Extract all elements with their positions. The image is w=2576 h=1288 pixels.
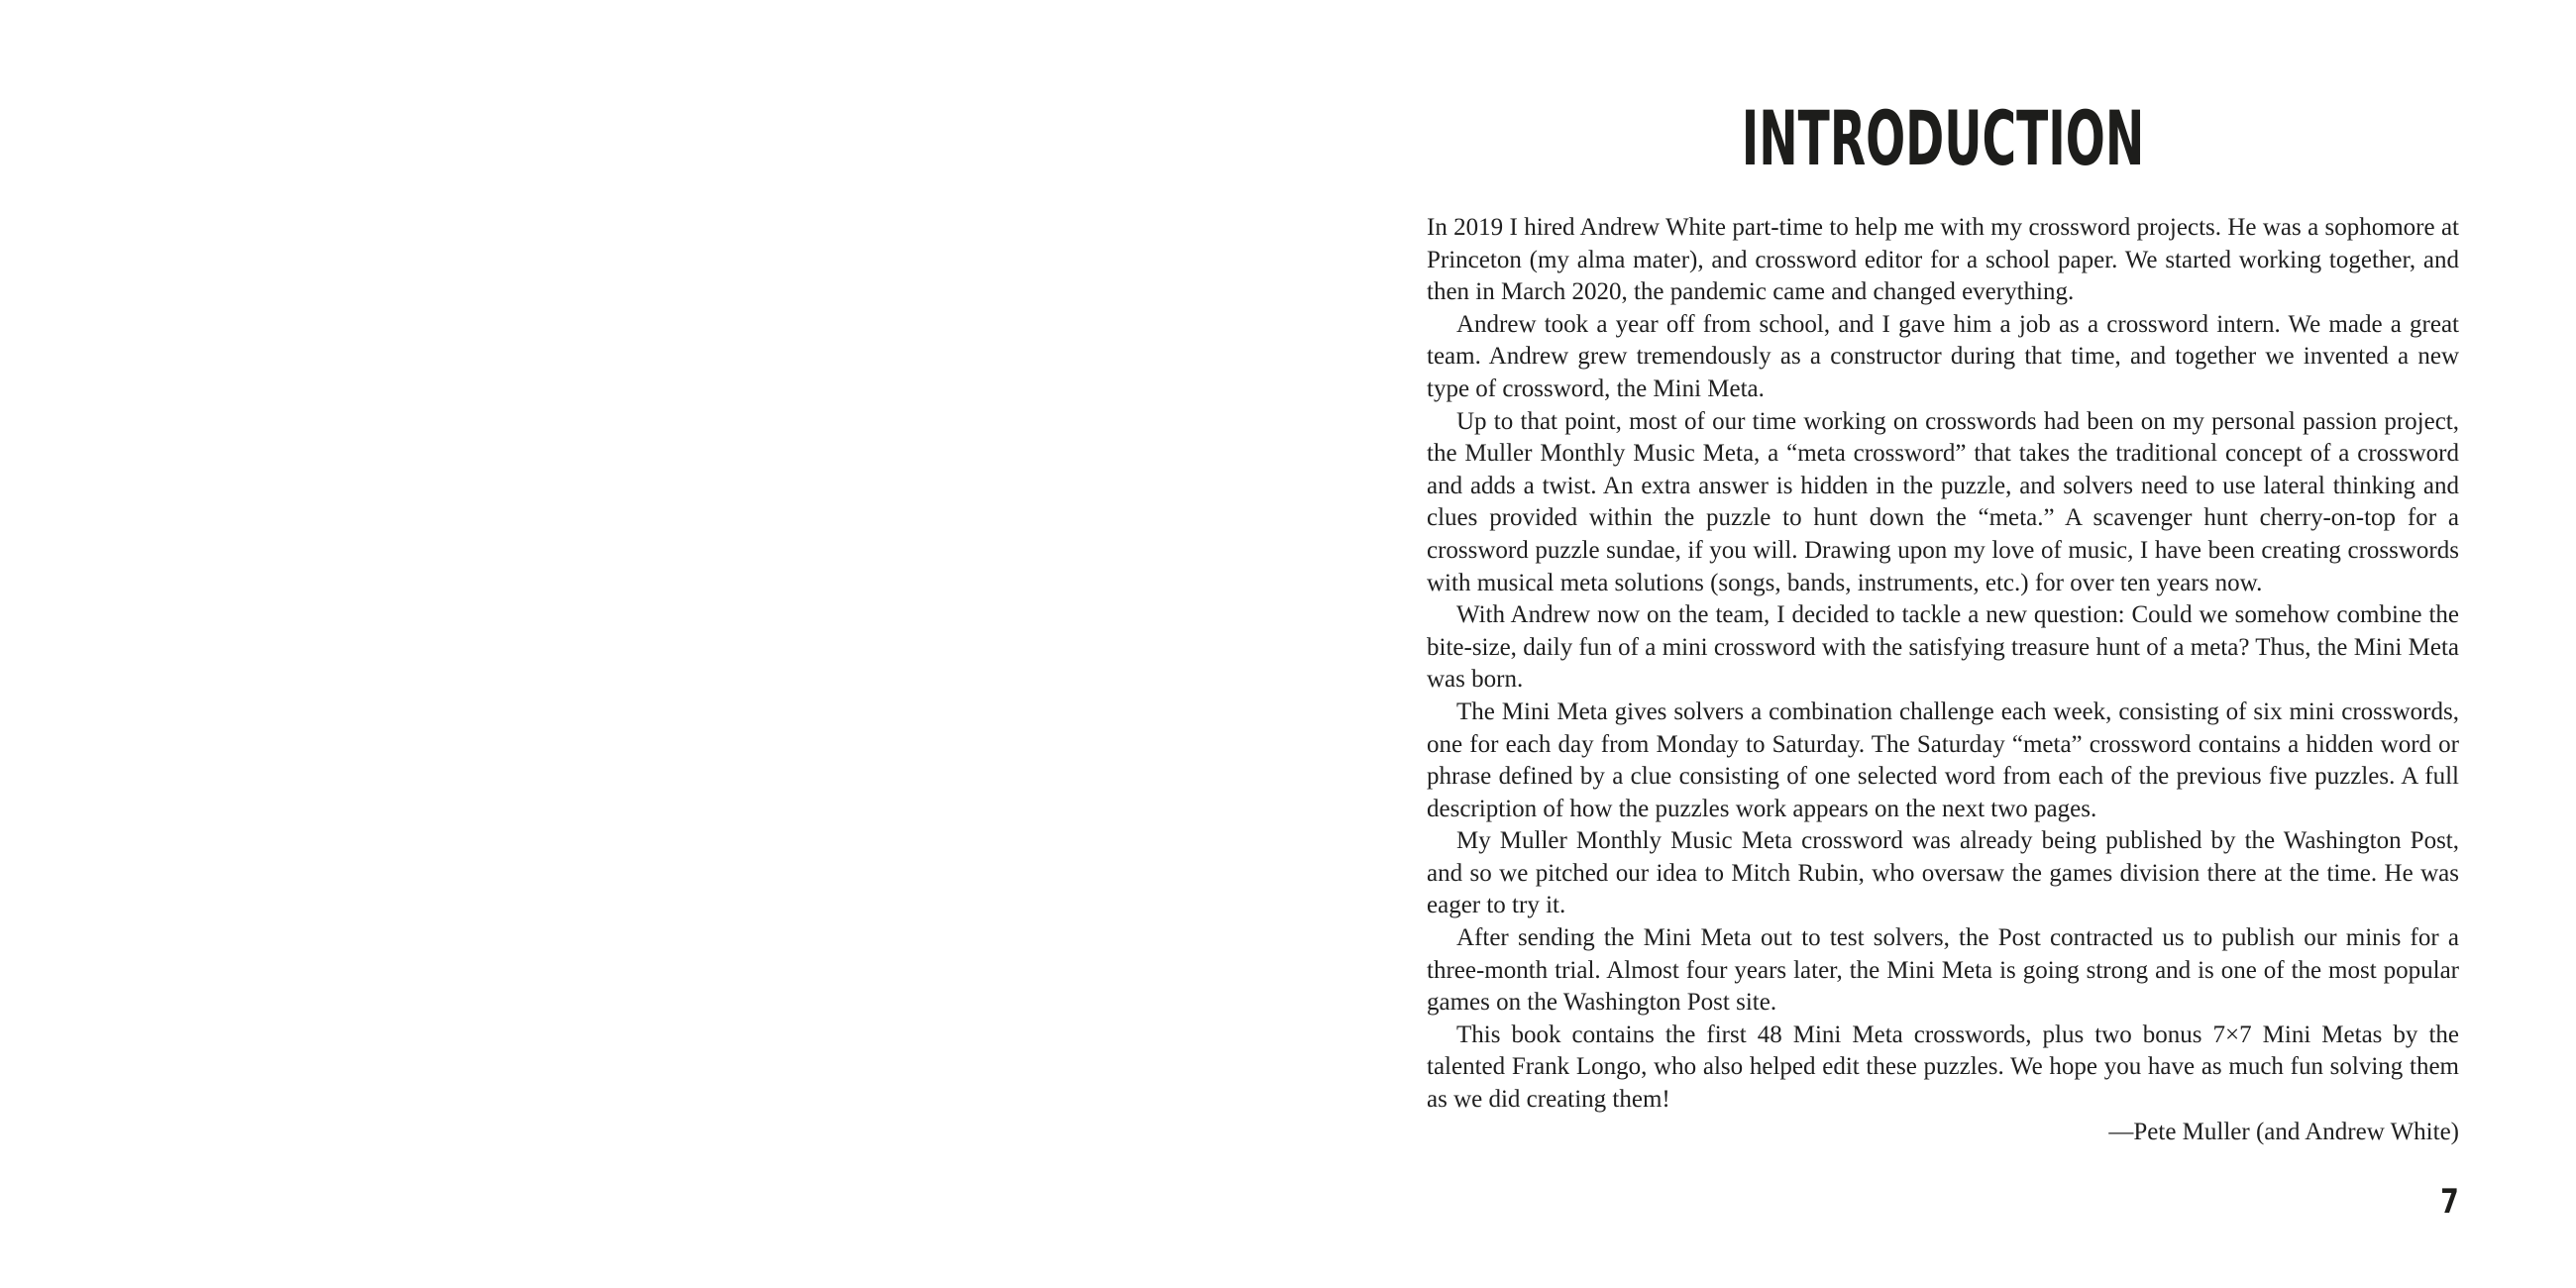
body-paragraph: My Muller Monthly Music Meta crossword was already being published by the Washington Post, and so we pitched our idea to Mitch Rubin, who oversaw the games division there at the time. He was eager to try it. <box>1427 827 2459 919</box>
introduction-text <box>1427 212 2459 1117</box>
author-signature: —Pete Muller (and Andrew White) <box>2108 1118 2459 1145</box>
page-title: INTRODUCTION <box>1741 94 2145 182</box>
body-paragraph: With Andrew now on the team, I decided to tackle a new question: Could we somehow combine the bite-size, daily fun of a mini crossword with the satisfying treasure hunt of a meta? Thus, the Mini Meta was born. <box>1427 601 2459 694</box>
body-paragraph: Up to that point, most of our time working on crosswords had been on my personal passion project, the Muller Monthly Music Meta, a “meta crossword” that takes the traditional concept of a crossword and adds a twist. An extra answer is hidden in the puzzle, and solvers need to use lateral thinking and clues provided within the puzzle to hunt down the “meta.” A scavenger hunt cherry-on-top for a crossword puzzle sundae, if you will. Drawing upon my love of music, I have been creating crosswords with musical meta solutions (songs, bands, instruments, etc.) for over ten years now. <box>1427 407 2459 596</box>
body-paragraph: The Mini Meta gives solvers a combination challenge each week, consisting of six mini crosswords, one for each day from Monday to Saturday. The Saturday “meta” crossword contains a hidden word or phrase defined by a clue consisting of one selected word from each of the previous five puzzles. A full description of how the puzzles work appears on the next two pages. <box>1427 698 2459 822</box>
body-paragraph: After sending the Mini Meta out to test solvers, the Post contracted us to publish our minis for a three-month trial. Almost four years later, the Mini Meta is going strong and is one of the most popular games on the Washington Post site. <box>1427 924 2459 1017</box>
body-paragraph: In 2019 I hired Andrew White part-time to help me with my crossword projects. He was a sophomore at Princeton (my alma mater), and crossword editor for a school paper. We started working together, and then in March 2020, the pandemic came and changed everything. <box>1427 214 2459 306</box>
page-number: 7 <box>2440 1182 2459 1222</box>
right-page <box>1288 0 2576 1288</box>
page-content <box>1427 0 2459 1288</box>
body-paragraph: Andrew took a year off from school, and I gave him a job as a crossword intern. We made a great team. Andrew grew tremendously as a constructor during that time, and together we invented a new type of crossword, the Mini Meta. <box>1427 310 2459 402</box>
body-paragraph: This book contains the first 48 Mini Meta crosswords, plus two bonus 7×7 Mini Metas by the talented Frank Longo, who also helped edit these puzzles. We hope you have as much fun solving them as we did creating them! <box>1427 1020 2459 1114</box>
